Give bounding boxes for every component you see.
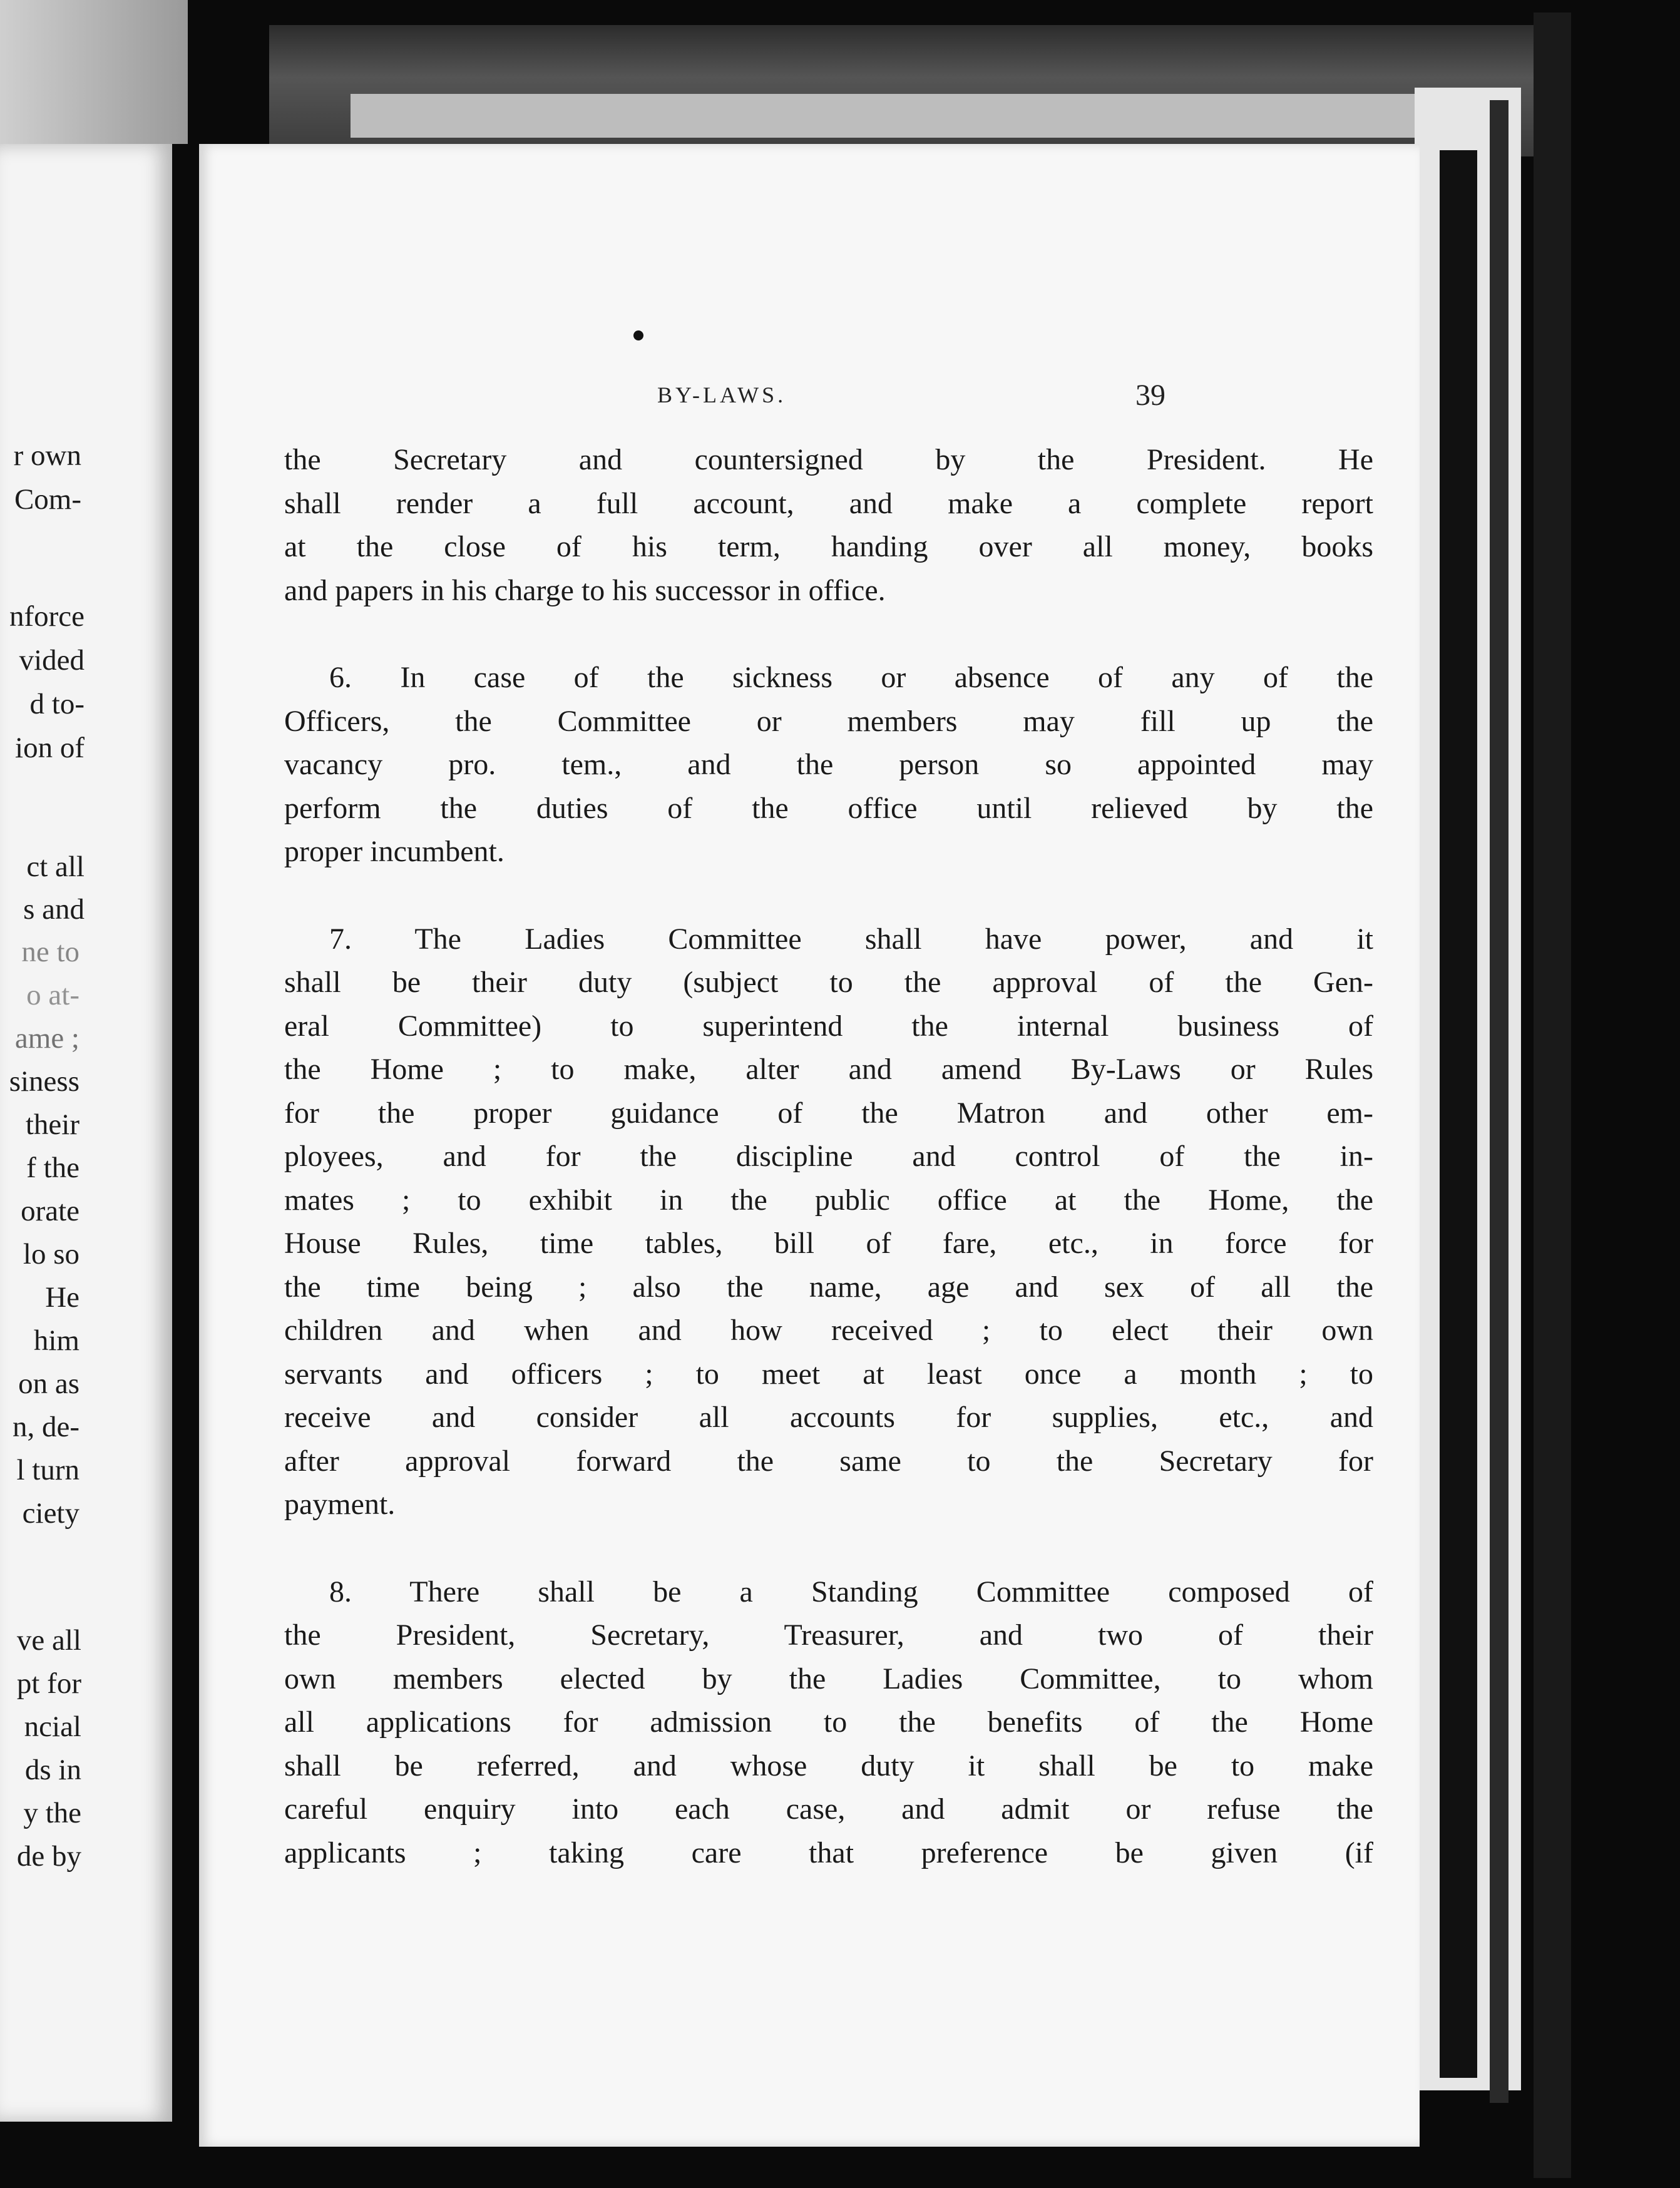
text-line: careful enquiry into each case, and admit or refuse the	[284, 1792, 1373, 1826]
left-page-fragment: their	[25, 1108, 79, 1141]
running-head: BY-LAWS.	[657, 382, 787, 407]
text-line: ployees, and for the discipline and control of the in-	[284, 1140, 1373, 1173]
paragraph-7	[284, 918, 1373, 1526]
left-page-fragment: vided	[19, 644, 85, 677]
left-page-fragment: ve all	[16, 1624, 81, 1657]
text-line: receive and consider all accounts for supplies, etc., and	[284, 1401, 1373, 1434]
page-header	[199, 379, 1420, 419]
text-line: shall be their duty (subject to the approval of the Gen-	[284, 966, 1373, 999]
page-stack-edge	[351, 94, 1515, 138]
left-page-fragment: de by	[16, 1840, 81, 1873]
text-line: House Rules, time tables, bill of fare, etc., in force for	[284, 1227, 1373, 1260]
text-line: perform the duties of the office until relieved by the	[284, 791, 1373, 825]
left-page-fragment: l turn	[16, 1454, 79, 1486]
paragraph-6	[284, 656, 1373, 874]
text-line: own members elected by the Ladies Committee, to whom	[284, 1662, 1373, 1695]
left-page-fragment: r own	[13, 439, 81, 472]
text-line: the President, Secretary, Treasurer, and two of their	[284, 1618, 1373, 1652]
text-line: at the close of his term, handing over all money, books	[284, 530, 1373, 563]
text-line: payment.	[284, 1488, 396, 1521]
text-line: mates ; to exhibit in the public office at the Home, the	[284, 1183, 1373, 1217]
page-39	[199, 144, 1420, 2147]
left-page-fragment: nforce	[9, 600, 85, 633]
left-page-fragment: on as	[18, 1368, 79, 1400]
left-page-fragment: pt for	[16, 1667, 81, 1700]
text-line: all applications for admission to the benefits of the Home	[284, 1705, 1373, 1739]
left-page-fragment: ion of	[15, 732, 85, 764]
left-page-fragment: d to-	[29, 688, 85, 720]
left-page-fragment: him	[33, 1324, 79, 1357]
left-page-fragment: He	[45, 1281, 79, 1314]
text-line: eral Committee) to superintend the internal business of	[284, 1009, 1373, 1043]
text-line: servants and officers ; to meet at least once a month ; to	[284, 1357, 1373, 1391]
text-line: 6. In case of the sickness or absence of any of the	[329, 661, 1373, 694]
page-edge-dark	[1440, 150, 1477, 2078]
binding-edge	[0, 0, 188, 144]
left-page-fragment: n, de-	[12, 1411, 79, 1443]
text-line: shall render a full account, and make a complete report	[284, 486, 1373, 520]
page-number: 39	[1135, 379, 1165, 412]
text-line: the Secretary and countersigned by the President. He	[284, 443, 1373, 476]
left-page-fragment: s and	[23, 893, 85, 926]
text-line: 8. There shall be a Standing Committee composed of	[329, 1575, 1373, 1608]
text-line: shall be referred, and whose duty it shall be to make	[284, 1749, 1373, 1782]
left-page-fragment: ds in	[24, 1754, 81, 1786]
paragraph	[284, 438, 1373, 612]
left-page-fragment: lo so	[23, 1238, 79, 1270]
text-line: vacancy pro. tem., and the person so appointed may	[284, 748, 1373, 781]
left-page-fragment: o at-	[26, 979, 79, 1011]
text-line: the time being ; also the name, age and sex of all the	[284, 1270, 1373, 1304]
cover-edge	[1534, 13, 1571, 2178]
text-line: the Home ; to make, alter and amend By-Laws or Rules	[284, 1053, 1373, 1086]
left-page-fragment: ne to	[21, 936, 79, 968]
text-line: and papers in his charge to his successor in office.	[284, 573, 886, 607]
left-facing-page	[0, 144, 172, 2122]
left-page-fragment: f the	[26, 1152, 79, 1184]
body-text	[284, 438, 1373, 1874]
left-page-fragment: ct all	[26, 851, 85, 883]
left-page-fragment: ncial	[24, 1710, 81, 1743]
left-page-fragment: ame ;	[14, 1022, 79, 1055]
paragraph-8	[284, 1570, 1373, 1875]
left-page-fragment: siness	[9, 1065, 79, 1098]
left-page-fragment: orate	[21, 1195, 79, 1227]
text-line: 7. The Ladies Committee shall have power, and it	[329, 922, 1373, 956]
page-edge-shadow	[1490, 100, 1508, 2103]
left-page-fragment: Com-	[14, 483, 81, 516]
text-line: after approval forward the same to the Secretary for	[284, 1444, 1373, 1478]
text-line: for the proper guidance of the Matron and other em-	[284, 1096, 1373, 1130]
left-page-fragment: y the	[23, 1797, 81, 1829]
ink-dot	[633, 330, 643, 340]
text-line: proper incumbent.	[284, 835, 505, 868]
text-line: applicants ; taking care that preference be given (if	[284, 1836, 1373, 1869]
left-page-fragment: ciety	[22, 1497, 79, 1530]
text-line: Officers, the Committee or members may fill up the	[284, 704, 1373, 738]
text-line: children and when and how received ; to elect their own	[284, 1314, 1373, 1347]
